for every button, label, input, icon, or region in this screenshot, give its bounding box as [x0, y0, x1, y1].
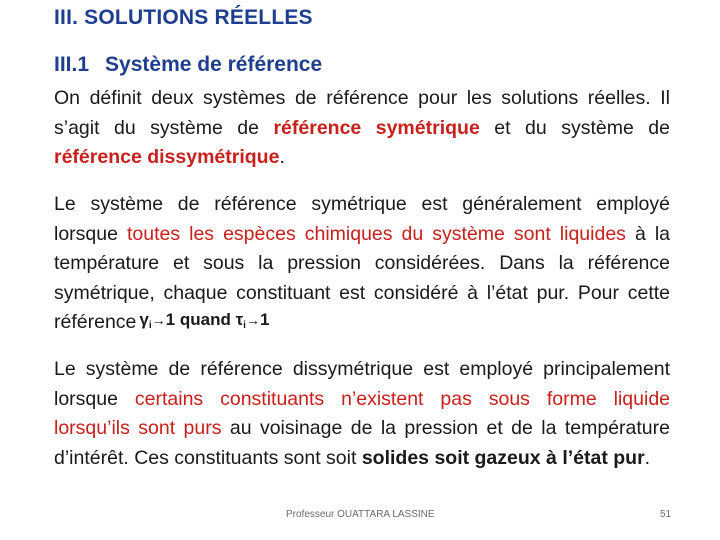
paragraph-symmetric-reference [54, 190, 670, 341]
formula-when-word: quand [179, 310, 231, 329]
symmetric-reference-highlight: référence symétrique [273, 116, 480, 139]
activity-coefficient-limit-formula [139, 310, 269, 329]
solid-or-gas-emphasis: solides soit gazeux à l’état pur [361, 446, 645, 469]
gamma-limit-value: 1 [165, 310, 176, 329]
para3-text-1: Le système de référence dissymétrique est employé principalement lorsque [54, 358, 670, 410]
page-number: 51 [660, 509, 672, 520]
section-title: III. SOLUTIONS RÉELLES [54, 6, 313, 29]
paragraph-dissymmetric-reference [54, 355, 670, 473]
dissymmetric-reference-highlight: référence dissymétrique [54, 146, 280, 168]
para2-text-1: Le système de référence symétrique est généralement employé lorsque [54, 193, 670, 245]
subsection-number: III.1 [54, 53, 90, 76]
subsection-title-text: Système de référence [105, 53, 323, 76]
para1-text-3: . [279, 146, 285, 168]
paragraph-reference-systems [54, 84, 670, 173]
para3-text-3: . [644, 446, 651, 469]
gamma-subscript: i [148, 320, 152, 331]
limit-arrow-icon-2: → [245, 312, 260, 328]
limit-arrow-icon: → [151, 312, 166, 328]
gamma-symbol: γ [139, 310, 149, 329]
subsection-title [54, 53, 322, 77]
all-liquid-species-highlight: toutes les espèces chimiques du système sont liquides [126, 222, 626, 245]
tau-limit-value: 1 [259, 310, 270, 329]
para3-text-2: au voisinage de la pression et de la température d’intérêt. Ces constituants sont soit [54, 417, 670, 469]
non-liquid-constituents-highlight: certains constituants n’existent pas sous forme liquide lorsqu’ils sont purs [54, 387, 671, 439]
tau-subscript: i [243, 320, 246, 331]
para1-text-2: et du système de [479, 116, 670, 139]
tau-symbol: τ [235, 310, 244, 329]
footer-author: Professeur OUATTARA LASSINE [286, 509, 435, 520]
para1-text-1: On définit deux systèmes de référence pour les solutions réelles. Il s’agit du système de [54, 87, 670, 139]
para2-text-2: à la température et sous la pression considérées. Dans la référence symétrique, chaque constituant est considéré à l’état pur. Pour cette référence [54, 222, 670, 333]
